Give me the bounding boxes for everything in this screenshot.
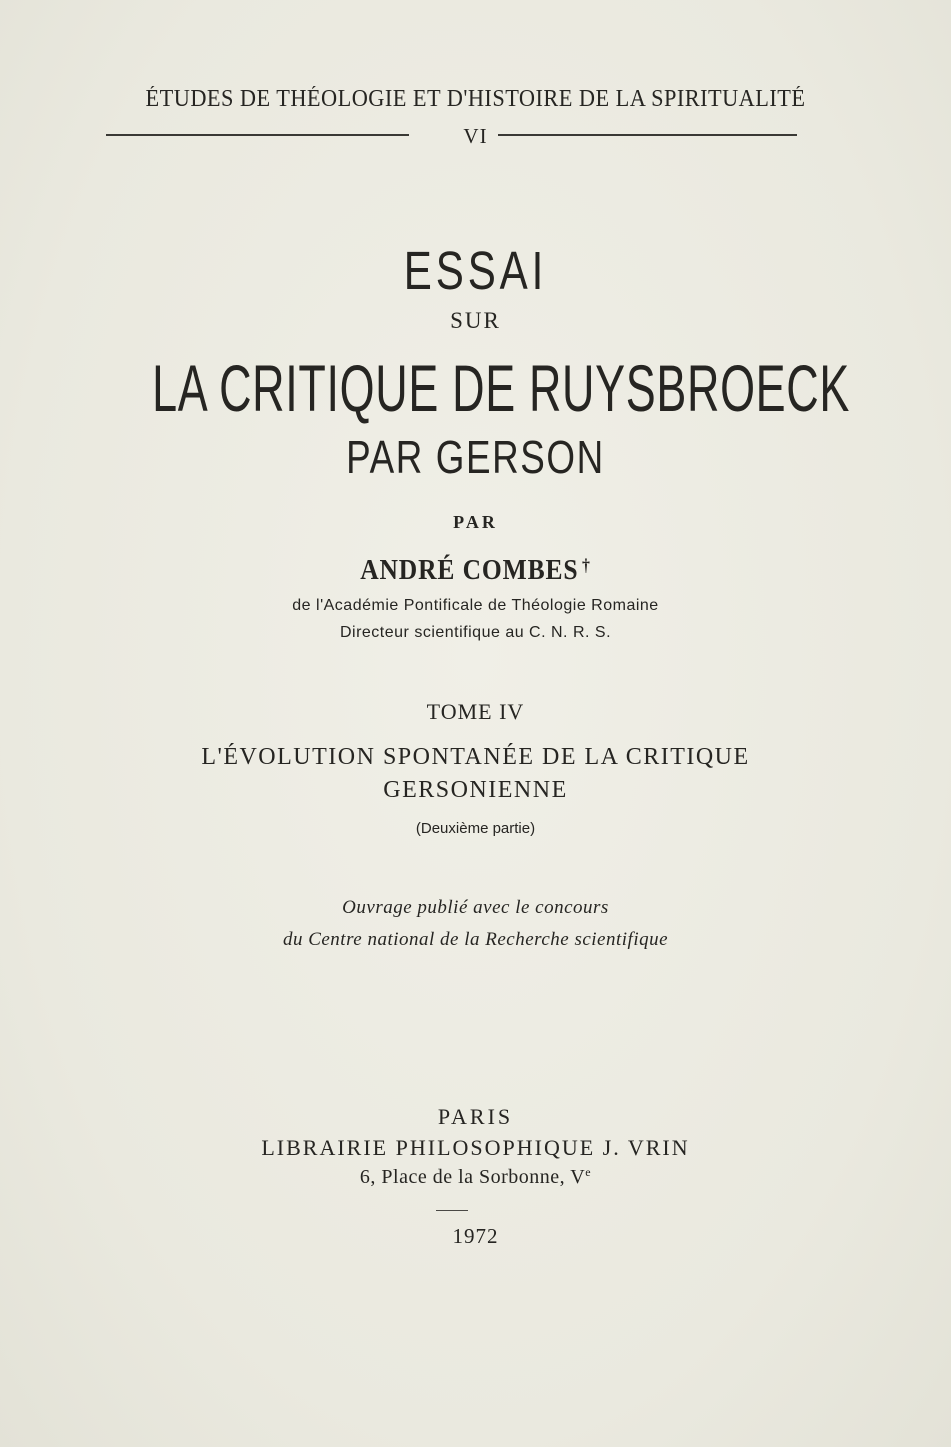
author-name-text: ANDRÉ COMBES: [360, 554, 579, 586]
imprint-address-superscript: e: [585, 1165, 592, 1179]
title-par-gerson: PAR GERSON: [346, 431, 605, 483]
volume-subtitle-line-2: GERSONIENNE: [383, 777, 568, 803]
title-essai: ESSAI: [403, 241, 548, 301]
year-rule: [436, 1210, 468, 1211]
imprint-publisher: LIBRAIRIE PHILOSOPHIQUE J. VRIN: [261, 1135, 690, 1160]
series-number: VI: [463, 124, 488, 148]
by-label: PAR: [453, 512, 498, 532]
imprint-address-text: 6, Place de la Sorbonne, V: [359, 1166, 586, 1188]
volume-subtitle-line-1: L'ÉVOLUTION SPONTANÉE DE LA CRITIQUE: [201, 744, 750, 770]
volume-label: TOME IV: [426, 699, 525, 724]
imprint-city: PARIS: [437, 1104, 514, 1129]
publication-notice-line-2: du Centre national de la Recherche scientifique: [282, 929, 669, 950]
author-affiliation-2: Directeur scientifique au C. N. R. S.: [339, 624, 612, 641]
book-title: LA CRITIQUE DE RUYSBROECK: [152, 351, 850, 425]
author-name: [57, 554, 894, 587]
dagger-mark: †: [582, 555, 591, 575]
title-sur: SUR: [450, 308, 501, 333]
series-title: ÉTUDES DE THÉOLOGIE ET D'HISTOIRE DE LA SPIRITUALITÉ: [145, 86, 806, 112]
author-affiliation-1: de l'Académie Pontificale de Théologie Romaine: [292, 597, 659, 614]
series-rule-right: [498, 134, 797, 136]
imprint-year: 1972: [452, 1224, 499, 1248]
publication-notice-line-1: Ouvrage publié avec le concours: [342, 897, 609, 918]
volume-part: (Deuxième partie): [415, 820, 536, 837]
imprint-address: [0, 1165, 951, 1189]
